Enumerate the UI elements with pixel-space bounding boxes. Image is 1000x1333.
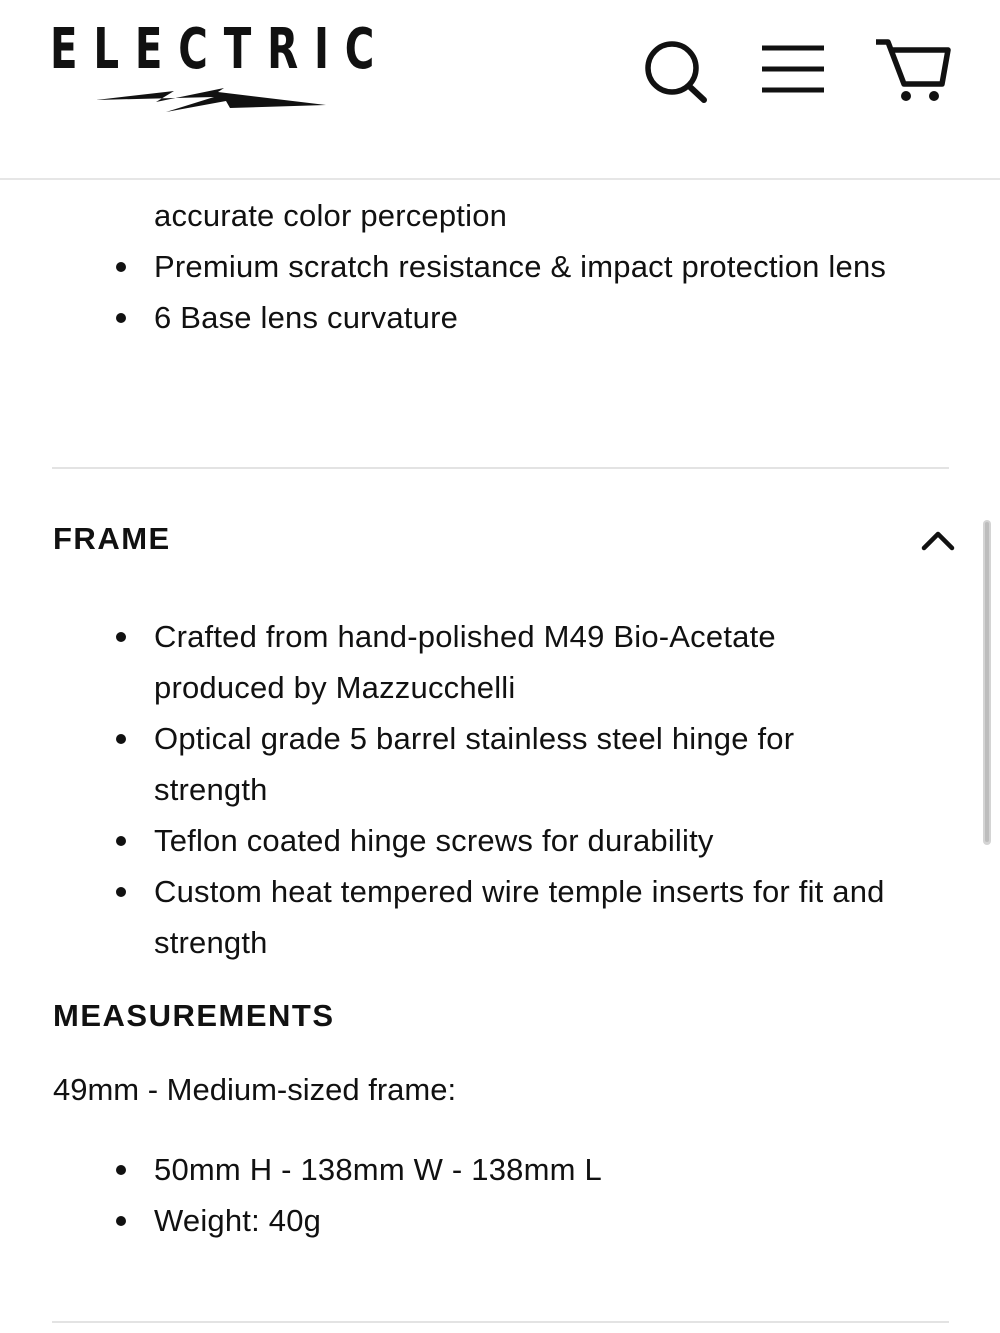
electric-logo[interactable] xyxy=(50,17,391,122)
list-item: Crafted from hand-polished M49 Bio-Acetate produced by Mazzucchelli xyxy=(0,611,1000,713)
hamburger-menu-icon xyxy=(754,30,834,110)
measurements-title: MEASUREMENTS xyxy=(53,998,335,1033)
list-item: Weight: 40g xyxy=(0,1195,1000,1246)
menu-button[interactable] xyxy=(754,30,834,110)
measurements-list xyxy=(0,1144,1000,1246)
search-button[interactable] xyxy=(636,30,716,110)
list-item: 50mm H - 138mm W - 138mm L xyxy=(0,1144,1000,1195)
list-item: Optical grade 5 barrel stainless steel hinge for strength xyxy=(0,713,1000,815)
lightning-bolt-icon xyxy=(96,88,336,118)
section-divider xyxy=(52,1321,949,1323)
lens-features-list xyxy=(0,190,1000,343)
list-item: Custom heat tempered wire temple inserts for fit and strength xyxy=(0,866,1000,968)
site-header xyxy=(0,0,1000,180)
cart-icon xyxy=(872,30,952,110)
frame-size-description: 49mm - Medium-sized frame: xyxy=(53,1072,457,1107)
list-item: Teflon coated hinge screws for durability xyxy=(0,815,1000,866)
list-item: accurate color perception xyxy=(154,198,508,233)
brand-wordmark: ELECTRIC xyxy=(50,17,391,82)
product-details xyxy=(0,180,1000,1333)
search-icon xyxy=(636,30,716,110)
list-item: 6 Base lens curvature xyxy=(0,292,1000,343)
frame-features-list xyxy=(0,611,1000,968)
chevron-up-icon[interactable] xyxy=(915,520,961,560)
scrollbar-thumb[interactable] xyxy=(985,522,989,842)
cart-button[interactable] xyxy=(872,30,952,110)
section-divider xyxy=(52,467,949,469)
frame-section-header[interactable]: FRAME xyxy=(53,521,171,556)
list-item: Premium scratch resistance & impact protection lens xyxy=(0,241,1000,292)
